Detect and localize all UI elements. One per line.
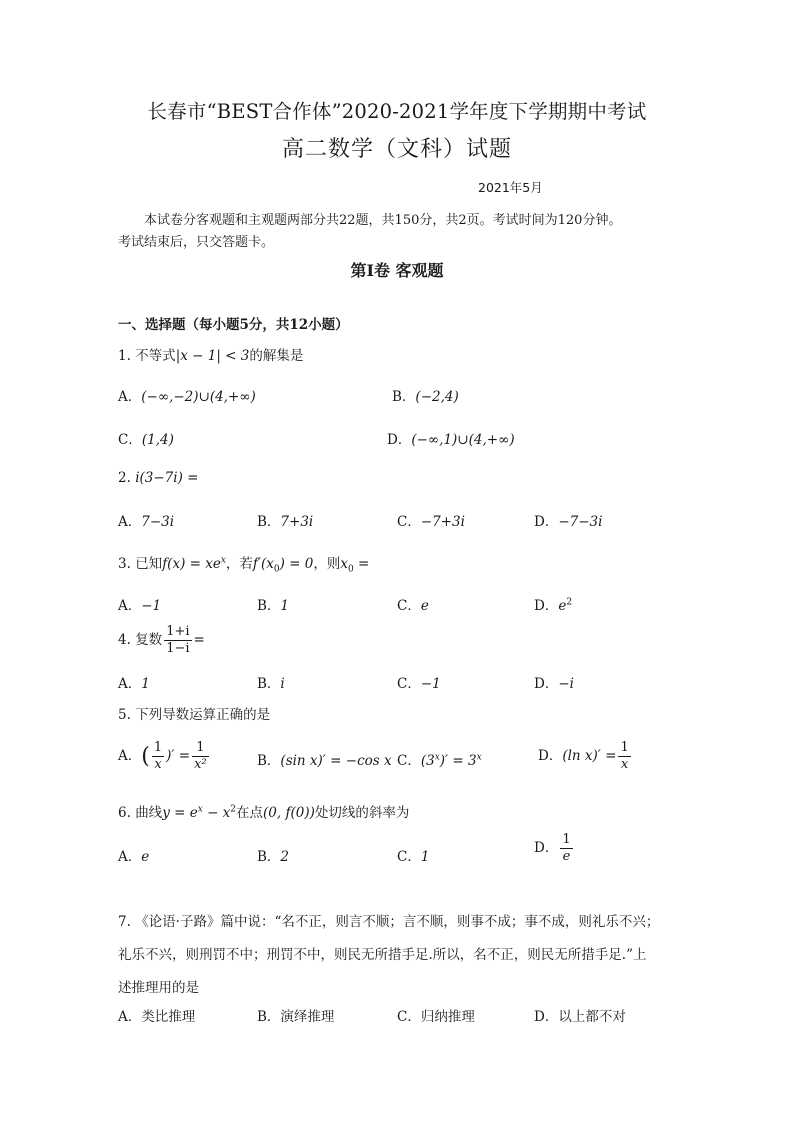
question-6-option-c xyxy=(397,845,429,865)
option-letter: D． xyxy=(538,748,563,764)
option-text: −7+3i xyxy=(420,514,465,530)
stem-math: 0 xyxy=(347,564,354,575)
question-5-option-d xyxy=(538,740,633,773)
question-number: 3. xyxy=(118,556,131,572)
option-letter: D． xyxy=(534,514,559,530)
option-text: 7−3i xyxy=(141,514,175,530)
stem-math: f(x) = xe xyxy=(162,556,221,572)
option-letter: D． xyxy=(534,840,559,856)
question-5-option-a: A．( $\frac{1}{x}$ )′ = $\frac{1}{\text{x²}}$ xyxy=(118,740,207,772)
question-7-option-a xyxy=(118,1005,195,1025)
question-6-option-d xyxy=(534,832,575,865)
option-letter: A． xyxy=(118,514,142,530)
question-7-option-b xyxy=(257,1005,334,1025)
option-sup: x xyxy=(476,752,482,763)
option-text: 类比推理 xyxy=(141,1009,196,1025)
option-letter: D． xyxy=(387,432,412,448)
option-letter: B． xyxy=(257,849,281,865)
question-3-option-c xyxy=(397,594,429,614)
fraction-denominator: x² xyxy=(194,757,207,772)
option-text: −7−3i xyxy=(558,514,603,530)
stem-math: f′(x xyxy=(252,556,274,572)
option-text: 1 xyxy=(420,849,430,865)
question-6-option-b xyxy=(257,845,289,865)
question-2-option-c xyxy=(397,510,465,530)
option-letter: C． xyxy=(118,432,142,448)
stem-text: 的解集是 xyxy=(249,348,304,364)
question-number: 1. xyxy=(118,348,131,364)
question-7-line2: 礼乐不兴，则刑罚不中；刑罚不中，则民无所措手足.所以，名不正，则民无所措手足.”上 xyxy=(118,947,647,963)
question-number: 5. xyxy=(118,707,131,723)
option-text: (−2,4) xyxy=(415,389,459,405)
part-title: 第Ⅰ卷 客观题 xyxy=(350,261,444,280)
question-3-option-a xyxy=(118,594,161,614)
question-number: 4. xyxy=(118,632,131,648)
question-number: 6. xyxy=(118,805,131,821)
stem-text: 曲线 xyxy=(135,805,163,821)
question-5-option-c xyxy=(397,749,482,769)
instructions-line2: 考试结束后，只交答题卡。 xyxy=(118,235,275,250)
stem-text: ，则 xyxy=(313,556,341,572)
option-letter: A． xyxy=(118,748,142,764)
option-letter: B． xyxy=(257,753,281,769)
option-text: 1 xyxy=(280,598,290,614)
option-text: (−∞,−2)∪(4,+∞) xyxy=(141,389,256,405)
question-7-line3: 述推理用的是 xyxy=(118,980,199,996)
stem-math: y = e xyxy=(162,805,198,821)
question-6-stem xyxy=(118,801,409,821)
option-letter: C． xyxy=(397,753,421,769)
stem-text: 复数 xyxy=(135,632,163,648)
option-letter: B． xyxy=(257,598,281,614)
fraction xyxy=(560,832,572,865)
stem-math: x xyxy=(340,556,348,572)
stem-math: (0, f(0)) xyxy=(263,805,315,821)
option-text: −1 xyxy=(420,676,441,692)
option-letter: B． xyxy=(257,514,281,530)
question-number: 7. xyxy=(118,914,131,930)
option-letter: D． xyxy=(534,1009,559,1025)
question-5-option-b xyxy=(257,749,392,769)
question-7-stem xyxy=(118,906,678,1005)
fraction xyxy=(618,740,630,773)
stem-math: = xyxy=(353,556,370,572)
option-letter: A． xyxy=(118,389,142,405)
option-text: (−∞,1)∪(4,+∞) xyxy=(411,432,515,448)
stem-math: − x xyxy=(202,805,231,821)
fraction xyxy=(152,740,164,773)
stem-math: x xyxy=(220,555,226,566)
question-4-option-c xyxy=(397,672,441,692)
exam-title-line1: 长春市“BEST合作体”2020-2021学年度下学期期中考试 xyxy=(147,100,647,123)
question-3-option-b xyxy=(257,594,289,614)
option-text: (ln x)′ = xyxy=(562,748,617,764)
stem-text: 不等式 xyxy=(135,348,176,364)
stem-math: x xyxy=(197,804,203,815)
option-letter: A． xyxy=(118,849,142,865)
fraction-numerator: 1+i xyxy=(166,624,190,639)
option-text: (1,4) xyxy=(141,432,174,448)
question-2-option-b xyxy=(257,510,313,530)
question-number: 2. xyxy=(118,470,131,486)
section-title: 一、选择题（每小题5分，共12小题） xyxy=(118,317,349,333)
option-text: 演绎推理 xyxy=(280,1009,335,1025)
option-text: −i xyxy=(558,676,574,692)
option-letter: C． xyxy=(397,1009,421,1025)
question-5-stem xyxy=(118,703,270,723)
option-letter: D． xyxy=(534,676,559,692)
question-2-option-d xyxy=(534,510,602,530)
question-4-option-d xyxy=(534,672,574,692)
fraction-numerator: 1 xyxy=(562,832,571,847)
question-3-stem xyxy=(118,552,369,575)
option-text: 1 xyxy=(141,676,150,692)
stem-text: 处切线的斜率为 xyxy=(314,805,410,821)
stem-text: 已知 xyxy=(135,556,163,572)
question-1-option-a xyxy=(118,385,256,405)
fraction-denominator: x xyxy=(620,757,629,772)
option-text: )′ = 3 xyxy=(439,753,477,769)
stem-text: ，若 xyxy=(225,556,253,572)
fraction xyxy=(192,740,209,773)
option-letter: A． xyxy=(118,676,142,692)
exam-date: 2021年5月 xyxy=(478,180,543,195)
option-text: 2 xyxy=(280,849,290,865)
option-text: 以上都不对 xyxy=(558,1009,626,1025)
option-text: )′ = xyxy=(166,748,191,764)
exam-instructions xyxy=(118,210,678,254)
stem-text: = xyxy=(193,632,205,648)
question-7-option-c xyxy=(397,1005,475,1025)
fraction-numerator: 1 xyxy=(153,740,163,755)
question-7-option-d xyxy=(534,1005,626,1025)
fraction-numerator: 1 xyxy=(192,740,209,757)
stem-text: 《论语·子路》篇中说：“名不正，则言不顺；言不顺，则事不成；事不成，则礼乐不兴； xyxy=(135,914,660,930)
stem-math: ) = 0 xyxy=(279,556,314,572)
option-letter: A． xyxy=(118,598,142,614)
stem-math: 2 xyxy=(230,804,237,815)
option-letter: C． xyxy=(397,676,421,692)
fraction-denominator: x xyxy=(154,757,162,772)
question-1-option-b xyxy=(392,385,459,405)
stem-text: 下列导数运算正确的是 xyxy=(135,707,271,723)
stem-text: 在点 xyxy=(236,805,264,821)
fraction-numerator: 1 xyxy=(620,740,629,755)
option-text: e xyxy=(420,598,429,614)
question-4-stem xyxy=(118,624,205,657)
question-3-option-d xyxy=(534,594,572,614)
option-sup: x xyxy=(434,752,440,763)
option-letter: B． xyxy=(257,1009,281,1025)
question-1-stem xyxy=(118,344,303,364)
stem-math: |x − 1| < 3 xyxy=(175,348,250,364)
option-letter: C． xyxy=(397,849,421,865)
option-text: −1 xyxy=(141,598,162,614)
question-2-stem xyxy=(118,470,198,486)
question-7-line1 xyxy=(118,906,678,939)
fraction-denominator: 1−i xyxy=(166,641,190,656)
option-text: (sin x)′ = −cos x xyxy=(280,753,392,769)
question-1-option-d xyxy=(387,428,515,448)
question-2-option-a xyxy=(118,510,174,530)
option-letter: A． xyxy=(118,1009,142,1025)
option-text: e xyxy=(141,849,150,865)
exam-title-line2: 高二数学（文科）试题 xyxy=(281,137,512,162)
option-sup: 2 xyxy=(566,597,573,608)
instructions-line1: 本试卷分客观题和主观题两部分共22题，共150分，共2页。考试时间为120分钟。 xyxy=(144,213,622,228)
option-text: i xyxy=(280,676,285,692)
option-text: 归纳推理 xyxy=(420,1009,475,1025)
option-text: 7+3i xyxy=(280,514,314,530)
option-letter: C． xyxy=(397,598,421,614)
option-text: e xyxy=(558,598,567,614)
question-4-option-b xyxy=(257,672,285,692)
question-1-option-c xyxy=(118,428,174,448)
option-letter: B． xyxy=(392,389,416,405)
option-text: (3 xyxy=(420,753,435,769)
stem-math: 0 xyxy=(273,564,280,575)
fraction-denominator: e xyxy=(562,849,571,864)
option-letter: B． xyxy=(257,676,281,692)
question-4-option-a xyxy=(118,672,150,692)
stem-math: i(3−7i) = xyxy=(135,470,199,486)
question-6-option-a xyxy=(118,845,149,865)
fraction xyxy=(164,624,191,657)
option-letter: C． xyxy=(397,514,421,530)
option-letter: D． xyxy=(534,598,559,614)
